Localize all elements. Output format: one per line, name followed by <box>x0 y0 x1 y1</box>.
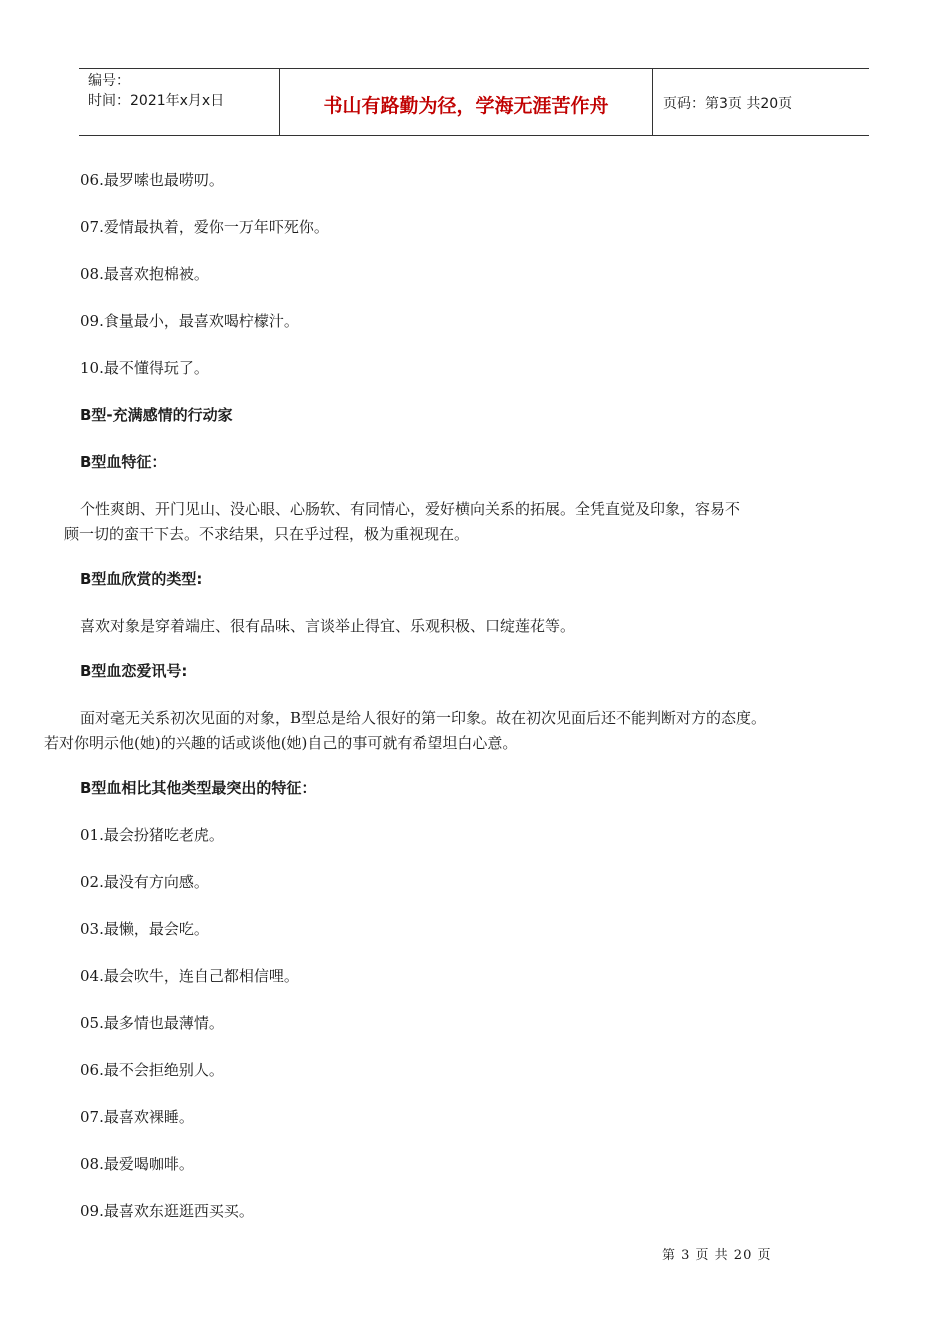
list-item: 08.最爱喝咖啡。 <box>80 1155 194 1173</box>
list-item: 03.最懒，最会吃。 <box>80 920 209 938</box>
paragraph <box>80 614 912 639</box>
list-item: 05.最多情也最薄情。 <box>80 1014 224 1032</box>
page-footer: 第 3 页 共 20 页 <box>662 1248 772 1263</box>
header-motto: 书山有路勤为径，学海无涯苦作舟 <box>280 69 653 135</box>
paragraph-line: 若对你明示他(她)的兴趣的话或谈他(她)自己的事可就有希望坦白心意。 <box>44 734 518 752</box>
page-header <box>79 68 869 136</box>
paragraph <box>44 706 912 756</box>
header-time: 时间：2021年x月x日 <box>88 93 225 109</box>
paragraph-line: 面对毫无关系初次见面的对象，B型总是给人很好的第一印象。故在初次见面后还不能判断对方的态度。 <box>80 709 767 727</box>
header-number: 编号： <box>88 73 130 89</box>
header-page-info: 页码：第3页 共20页 <box>663 96 793 112</box>
section-title: B型-充满感情的行动家 <box>80 406 233 424</box>
list-item: 01.最会扮猪吃老虎。 <box>80 826 224 844</box>
section-heading: B型血恋爱讯号: <box>80 662 188 680</box>
list-item: 08.最喜欢抱棉被。 <box>80 265 209 283</box>
list-item: 04.最会吹牛，连自己都相信哩。 <box>80 967 299 985</box>
paragraph <box>64 497 912 547</box>
paragraph-line: 喜欢对象是穿着端庄、很有品味、言谈举止得宜、乐观积极、口绽莲花等。 <box>80 617 576 635</box>
header-meta <box>79 69 280 135</box>
document-body <box>44 168 912 1246</box>
paragraph-line: 个性爽朗、开门见山、没心眼、心肠软、有同情心，爱好横向关系的拓展。全凭直觉及印象，容易不 <box>80 500 741 518</box>
list-item: 02.最没有方向感。 <box>80 873 209 891</box>
section-heading: B型血欣赏的类型: <box>80 570 203 588</box>
list-item: 06.最罗嗦也最唠叨。 <box>80 171 224 189</box>
list-item: 06.最不会拒绝别人。 <box>80 1061 224 1079</box>
paragraph-line: 顾一切的蛮干下去。不求结果，只在乎过程，极为重视现在。 <box>64 525 470 543</box>
list-item: 07.爱情最执着，爱你一万年吓死你。 <box>80 218 329 236</box>
list-item: 07.最喜欢裸睡。 <box>80 1108 194 1126</box>
list-item: 09.最喜欢东逛逛西买买。 <box>80 1202 254 1220</box>
section-heading: B型血相比其他类型最突出的特征： <box>80 779 317 797</box>
section-heading: B型血特征： <box>80 453 167 471</box>
list-item: 10.最不懂得玩了。 <box>80 359 209 377</box>
list-item: 09.食量最小，最喜欢喝柠檬汁。 <box>80 312 299 330</box>
